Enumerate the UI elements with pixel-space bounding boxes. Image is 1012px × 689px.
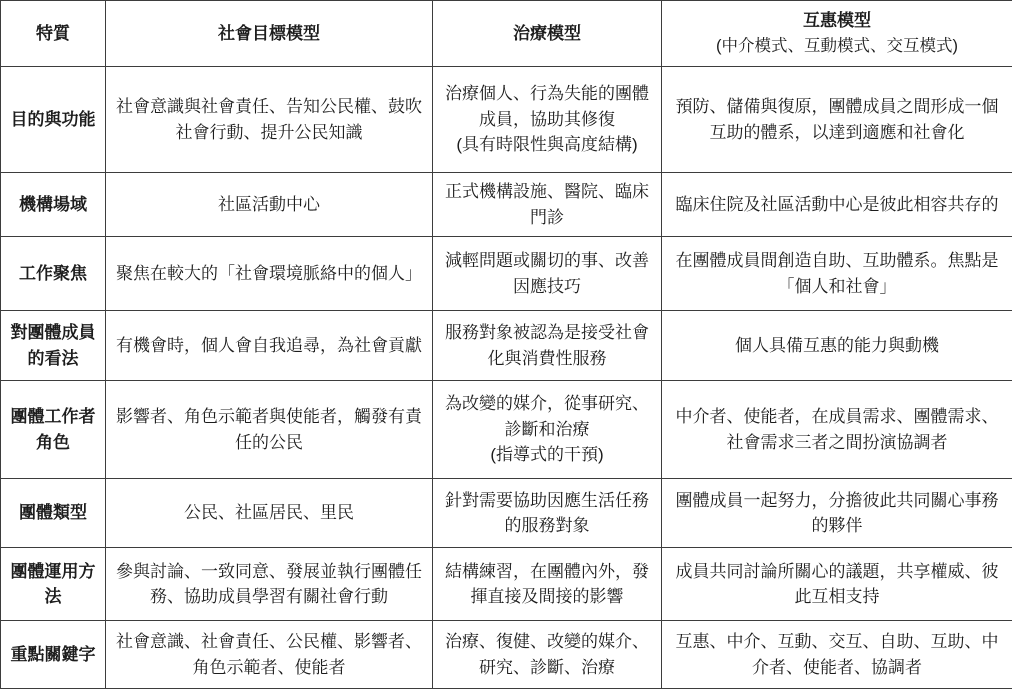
table-row-group-type xyxy=(1,479,1012,548)
remedial-cell-note: (具有時限性與高度結構) xyxy=(441,132,653,158)
remedial-cell xyxy=(433,67,662,173)
table-row-worker-role xyxy=(1,381,1012,479)
remedial-cell: 正式機構設施、醫院、臨床門診 xyxy=(433,173,662,237)
reciprocal-cell: 互惠、中介、互動、交互、自助、互助、中介者、使能者、協調者 xyxy=(662,621,1012,689)
social-goals-cell: 影響者、角色示範者與使能者，觸發有責任的公民 xyxy=(106,381,433,479)
table-row-agency-setting xyxy=(1,173,1012,237)
table-row-keywords xyxy=(1,621,1012,689)
trait-label: 對團體成員的看法 xyxy=(1,311,106,381)
header-reciprocal-model xyxy=(662,1,1012,67)
remedial-cell: 治療、復健、改變的媒介、研究、診斷、治療 xyxy=(433,621,662,689)
remedial-cell: 針對需要協助因應生活任務的服務對象 xyxy=(433,479,662,548)
remedial-cell: 服務對象被認為是接受社會化與消費性服務 xyxy=(433,311,662,381)
remedial-cell: 減輕問題或關切的事、改善因應技巧 xyxy=(433,237,662,311)
reciprocal-model-subtitle: (中介模式、互動模式、交互模式) xyxy=(670,34,1004,59)
reciprocal-model-title: 互惠模型 xyxy=(670,8,1004,34)
table-row-purpose-function xyxy=(1,67,1012,173)
reciprocal-cell: 中介者、使能者，在成員需求、團體需求、社會需求三者之間扮演協調者 xyxy=(662,381,1012,479)
reciprocal-cell: 個人具備互惠的能力與動機 xyxy=(662,311,1012,381)
social-goals-cell: 聚焦在較大的「社會環境脈絡中的個人」 xyxy=(106,237,433,311)
remedial-cell-note: (指導式的干預) xyxy=(441,442,653,468)
header-remedial-model: 治療模型 xyxy=(433,1,662,67)
trait-label: 工作聚焦 xyxy=(1,237,106,311)
remedial-cell-text: 治療個人、行為失能的團體成員，協助其修復 xyxy=(441,81,653,132)
remedial-cell: 結構練習，在團體內外，發揮直接及間接的影響 xyxy=(433,548,662,621)
header-social-goals-model: 社會目標模型 xyxy=(106,1,433,67)
table-row-view-of-members xyxy=(1,311,1012,381)
trait-label: 目的與功能 xyxy=(1,67,106,173)
reciprocal-cell: 在團體成員間創造自助、互助體系。焦點是「個人和社會」 xyxy=(662,237,1012,311)
social-goals-cell: 參與討論、一致同意、發展並執行團體任務、協助成員學習有關社會行動 xyxy=(106,548,433,621)
social-goals-cell: 公民、社區居民、里民 xyxy=(106,479,433,548)
reciprocal-cell: 臨床住院及社區活動中心是彼此相容共存的 xyxy=(662,173,1012,237)
reciprocal-cell: 預防、儲備與復原，團體成員之間形成一個互助的體系，以達到適應和社會化 xyxy=(662,67,1012,173)
header-trait: 特質 xyxy=(1,1,106,67)
trait-label: 團體類型 xyxy=(1,479,106,548)
reciprocal-cell: 成員共同討論所關心的議題，共享權威、彼此互相支持 xyxy=(662,548,1012,621)
social-goals-cell: 社區活動中心 xyxy=(106,173,433,237)
table-row-work-focus xyxy=(1,237,1012,311)
trait-label: 重點關鍵字 xyxy=(1,621,106,689)
remedial-cell-text: 為改變的媒介，從事研究、診斷和治療 xyxy=(441,391,653,442)
social-goals-cell: 社會意識、社會責任、公民權、影響者、角色示範者、使能者 xyxy=(106,621,433,689)
trait-label: 團體工作者角色 xyxy=(1,381,106,479)
remedial-cell xyxy=(433,381,662,479)
trait-label: 機構場域 xyxy=(1,173,106,237)
social-goals-cell: 社會意識與社會責任、告知公民權、鼓吹社會行動、提升公民知識 xyxy=(106,67,433,173)
table-row-group-methods xyxy=(1,548,1012,621)
social-goals-cell: 有機會時，個人會自我追尋，為社會貢獻 xyxy=(106,311,433,381)
trait-label: 團體運用方法 xyxy=(1,548,106,621)
header-row xyxy=(1,1,1012,67)
reciprocal-cell: 團體成員一起努力，分擔彼此共同關心事務的夥伴 xyxy=(662,479,1012,548)
